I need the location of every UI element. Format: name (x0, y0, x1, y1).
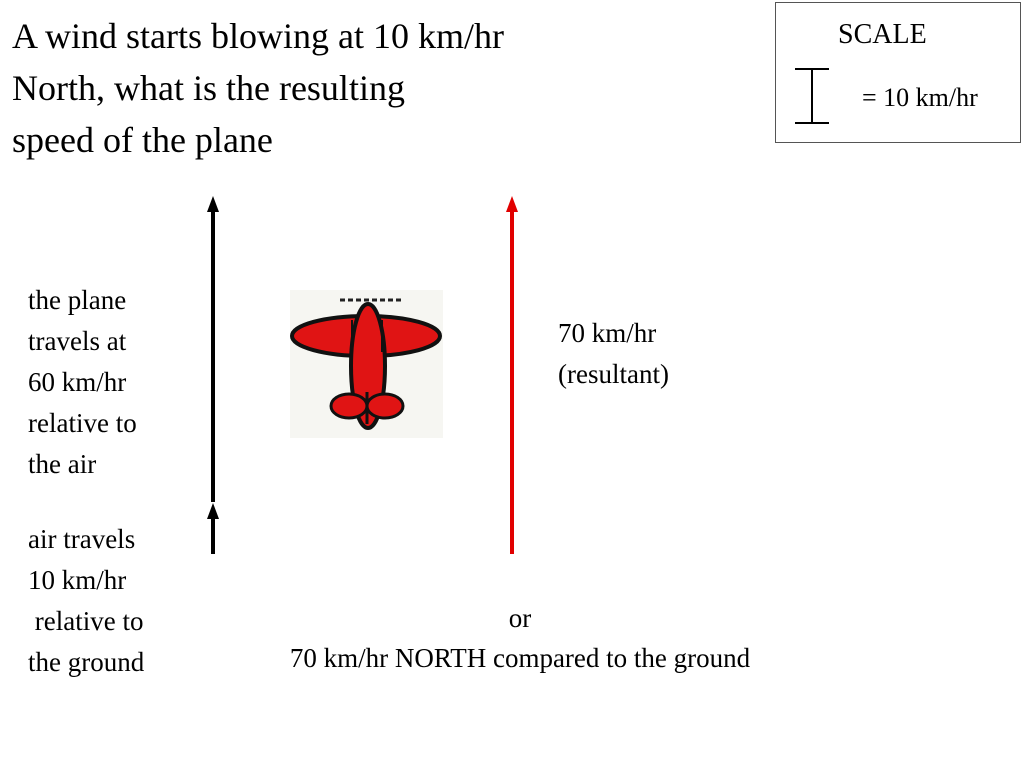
resultant-arrow (506, 196, 518, 554)
plane-velocity-label: the plane travels at 60 km/hr relative to the air (28, 285, 137, 479)
airplane-icon (290, 290, 443, 438)
question-title: A wind starts blowing at 10 km/hr North, what is the resulting speed of the plane (12, 16, 504, 160)
wind-velocity-label: air travels 10 km/hr relative to the ground (28, 524, 145, 677)
resultant-label: 70 km/hr (resultant) (558, 318, 669, 389)
scale-value: = 10 km/hr (862, 83, 978, 112)
wind-velocity-arrow (207, 503, 219, 554)
scale-heading: SCALE (838, 19, 927, 50)
plane-velocity-arrow (207, 196, 219, 502)
or-label: or (508, 603, 532, 633)
ground-speed-label: 70 km/hr NORTH compared to the ground (289, 643, 751, 673)
